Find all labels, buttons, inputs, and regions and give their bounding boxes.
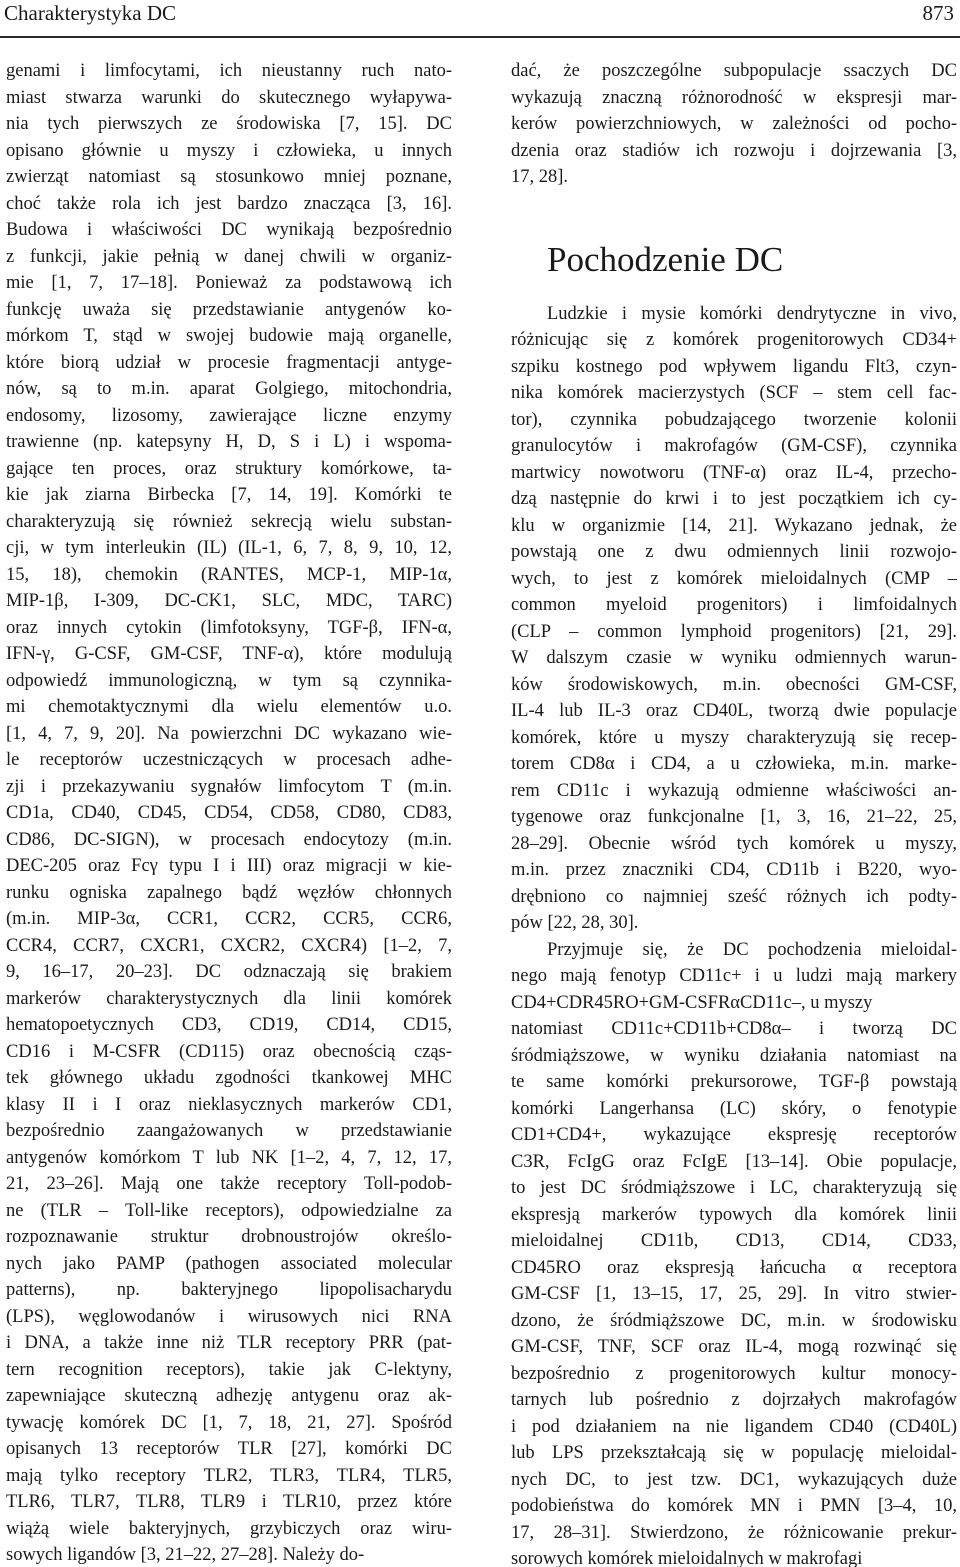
text-line: powstają one z dwu odmiennych linii rozwojo- [511,542,957,562]
text-line: bezpośrednio z progenitorowych kultur monocy- [511,1363,957,1384]
text-line: nych jako PAMP (pathogen associated molecular [6,1253,452,1274]
running-title: Charakterystyka DC [4,1,177,25]
text-line: dzenia oraz stadiów ich rozwoju i dojrzewania [3, [511,140,957,161]
text-line: markerów charakterystycznych dla linii komórek [6,988,452,1009]
text-line: i pod działaniem na nie ligandem CD40 (CD40L) [511,1416,957,1437]
text-line: DEC-205 oraz Fcγ typu I i III) oraz migracji w kie- [6,856,452,876]
text-line: sorowych komórek mieloidalnych w makrofagi [511,1549,863,1567]
text-line: Budowa i właściwości DC wynikają bezpośrednio [6,220,452,240]
text-line: wiążą wiele bakteryjnych, grzybiczych oraz wiru- [6,1518,452,1539]
right-column-body [511,301,957,1567]
text-line: mi chemotaktycznymi dla wielu elementów u.o. [6,697,452,717]
text-line: wykazują znaczną różnorodność w ekspresji mar- [511,87,957,108]
text-line: komórki Langerhansa (LC) skóry, o fenotypie [511,1098,957,1119]
text-line: komórek, które u myszy charakteryzują się recep- [511,727,957,748]
text-line: trawienne (np. katepsyny H, D, S i L) i wspoma- [6,432,452,452]
text-line: nych DC, to jest tzw. DC1, wykazujących duże [511,1469,957,1490]
header-rule [0,36,960,38]
text-line: mie [1, 7, 17–18]. Ponieważ za podstawową ich [6,273,452,293]
text-line: torem CD8α i CD4, a u człowieka, m.in. marke- [511,754,957,774]
text-line: (CLP – common lymphoid progenitors) [21, 29]. [511,621,957,642]
page-number: 873 [922,1,954,25]
text-line: 21, 23–26]. Mają one także receptory Toll-podob- [6,1174,452,1194]
text-line: antygenów komórkom T lub NK [1–2, 4, 7, 12, 17, [6,1147,452,1168]
text-line: CD86, DC-SIGN), w procesach endocytozy (m.in. [6,829,452,850]
text-line: (LPS), węglowodanów i wirusowych nici RNA [6,1306,452,1327]
text-line: lub LPS przekształcają się w populację mieloidal- [511,1443,957,1463]
text-line: CCR4, CCR7, CXCR1, CXCR2, CXCR4) [1–2, 7, [6,935,452,956]
text-line: odpowiedź immunologiczną, w tym są czynnika- [6,670,452,691]
text-line: runku ogniska zapalnego bądź węzłów chłonnych [6,882,452,903]
text-line: miast stwarza warunki do skutecznego wyłapywa- [6,87,452,108]
text-line: tek głównego układu zgodności tkankowej MHC [6,1068,452,1088]
text-line: klu w organizmie [14, 21]. Wykazano jednak, że [511,515,957,536]
text-line: zapewniające skuteczną adhezję antygenu oraz ak- [6,1386,452,1406]
text-line: mieloidalnej CD11b, CD13, CD14, CD33, [511,1231,957,1251]
text-line: ków środowiskowych, m.in. obecności GM-CSF, [511,674,957,695]
text-line: m.in. przez znaczniki CD4, CD11b i B220, wyo- [511,860,957,880]
text-line: CD1a, CD40, CD45, CD54, CD58, CD80, CD83, [6,803,452,823]
text-line: CD4+CDR45RO+GM-CSFRαCD11c–, u myszy [511,992,873,1013]
left-column [6,58,452,1567]
text-line: GM-CSF [1, 13–15, 17, 25, 29]. In vitro stwier- [511,1284,957,1304]
text-line: kerów powierzchniowych, w zależności od pocho- [511,114,957,134]
text-line: i DNA, a także inne niż TLR receptory PRR (pat- [6,1333,452,1353]
text-line: zji i przekazywaniu sygnałów limfocytom T (m.in. [6,776,452,797]
text-line: zwierząt natomiast są stosunkowo mniej poznane, [6,167,452,187]
text-line: IFN-γ, G-CSF, GM-CSF, TNF-α), które modulują [6,644,452,664]
text-line: MIP-1β, I-309, DC-CK1, SLC, MDC, TARC) [6,591,452,611]
text-line: podobieństwa do komórek MN i PMN [3–4, 10, [511,1496,957,1516]
text-line: 9, 16–17, 20–23]. DC odznaczają się brakiem [6,962,452,982]
text-line: różnicując się z komórek progenitorowych CD34+ [511,330,957,350]
text-line: common myeloid progenitors) i limfoidalnych [511,595,957,615]
text-line: 17, 28–31]. Stwierdzono, że różnicowanie prekur- [511,1522,957,1543]
text-line: Przyjmuje się, że DC pochodzenia mieloidal- [547,939,957,960]
text-line: drębniono co najmniej sześć różnych ich podty- [511,886,957,907]
text-line: genami i limfocytami, ich nieustanny ruch nato- [6,61,452,81]
text-line: z funkcji, jakie pełnią w danej chwili w organiz- [6,246,452,267]
text-line: funkcję uważa się przedstawianie antygenów ko- [6,299,452,320]
section-heading: Pochodzenie DC [547,239,784,279]
right-column [511,58,957,1567]
text-line: szpiku kostnego pod wpływem ligandu Flt3, czyn- [511,356,957,377]
text-line: tern recognition receptors), takie jak C-lektyny, [6,1359,452,1380]
text-line: które biorą udział w procesie fragmentacji antyge- [6,352,452,373]
text-line: Ludzkie i mysie komórki dendrytyczne in vivo, [547,303,957,324]
text-line: natomiast CD11c+CD11b+CD8α– i tworzą DC [511,1019,957,1039]
text-line: tygenowe oraz funkcjonalne [1, 3, 16, 21–22, 25, [511,807,957,827]
text-line: tarnych lub pośrednio z dojrzałych makrofagów [511,1390,957,1410]
text-line: 17, 28]. [511,167,569,187]
text-line: dzą następnie do krwi i to jest początkiem ich cy- [511,489,957,509]
text-line: TLR6, TLR7, TLR8, TLR9 i TLR10, przez które [6,1492,452,1512]
text-line: ne (TLR – Toll-like receptors), odpowiedzialne za [6,1200,452,1221]
text-line: nów, są to m.in. aparat Golgiego, mitochondria, [6,379,452,399]
text-line: mają tylko receptory TLR2, TLR3, TLR4, TLR5, [6,1465,452,1486]
text-line: 15, 18), chemokin (RANTES, MCP-1, MIP-1α, [6,564,452,585]
text-line: wych, to jest z komórek mieloidalnych (CMP – [511,568,957,589]
text-line: opisano głównie u myszy i człowieka, u innych [6,140,452,161]
text-line: nika komórek macierzystych (SCF – stem cell fac- [511,383,957,403]
right-column-intro [511,58,957,191]
text-line: gające ten proces, oraz struktury komórkowe, ta- [6,458,452,479]
text-line: choć także rola ich jest bardzo znacząca [3, 16]. [6,193,452,214]
text-line: opisanych 13 receptorów TLR [27], komórki DC [6,1439,452,1459]
text-line: hematopoetycznych CD3, CD19, CD14, CD15, [6,1015,452,1035]
text-line: tor), czynnika pobudzającego tworzenie kolonii [511,409,957,430]
text-line: 28–29]. Obecnie wśród tych komórek u myszy, [511,833,957,854]
text-line: ekspresją markerów typowych dla komórek linii [511,1204,957,1225]
text-line: CD45RO oraz ekspresją łańcucha α receptora [511,1257,957,1278]
text-line: (m.in. MIP-3α, CCR1, CCR2, CCR5, CCR6, [6,909,452,929]
text-line: le receptorów uczestniczących w procesach adhe- [6,750,452,770]
text-line: bezpośrednio zaangażowanych w przedstawianie [6,1121,452,1141]
text-line: GM-CSF, TNF, SCF oraz IL-4, mogą rozwinąć się [511,1337,957,1357]
text-line: pów [22, 28, 30]. [511,913,639,933]
text-line: [1, 4, 7, 9, 20]. Na powierzchni DC wykazano wie- [6,723,452,744]
text-line: dzono, że śródmiąższowe DC, m.in. w środowisku [511,1310,957,1331]
text-line: mórkom T, stąd w swojej budowie mają organelle, [6,326,452,346]
text-line: martwicy nowotworu (TNF-α) oraz IL-4, przecho- [511,462,957,483]
text-line: cji, w tym interleukin (IL) (IL-1, 6, 7, 8, 9, 10, 12, [6,538,452,558]
text-line: IL-4 lub IL-3 oraz CD40L, tworzą dwie populacje [511,701,957,721]
text-line: sowych ligandów [3, 21–22, 27–28]. Należy do- [6,1545,365,1565]
text-line: W dalszym czasie w wyniku odmiennych warun- [511,648,957,668]
text-line: te same komórki prekursorowe, TGF-β powstają [511,1072,957,1092]
text-line: rozpoznawanie struktur drobnoustrojów określo- [6,1227,452,1247]
text-line: nego mają fenotyp CD11c+ i u ludzi mają markery [511,966,957,986]
text-line: to jest DC śródmiąższowe i LC, charakteryzują się [511,1178,957,1198]
page-header [0,0,960,30]
text-line: dać, że poszczególne subpopulacje ssaczych DC [511,61,957,81]
text-line: rem CD11c i wykazują odmienne właściwości an- [511,780,957,801]
text-line: kie jak ziarna Birbecka [7, 14, 19]. Komórki te [6,485,452,505]
text-line: CD1+CD4+, wykazujące ekspresję receptorów [511,1125,957,1145]
text-line: endosomy, lizosomy, zawierające liczne enzymy [6,405,452,426]
text-line: śródmiąższowe, w wyniku działania natomiast na [511,1045,957,1066]
text-line: granulocytów i makrofagów (GM-CSF), czynnika [511,436,957,456]
text-line: oraz innych cytokin (limfotoksyny, TGF-β, IFN-α, [6,617,452,638]
text-line: C3R, FcIgG oraz FcIgE [13–14]. Obie populacje, [511,1151,957,1172]
text-line: tywację komórek DC [1, 7, 18, 21, 27]. Spośród [6,1412,452,1433]
text-line: klasy II i I oraz nieklasycznych markerów CD1, [6,1094,452,1115]
text-line: nia tych pierwszych ze środowiska [7, 15]. DC [6,114,452,134]
text-line: patterns), np. bakteryjnego lipopolisacharydu [6,1280,452,1300]
text-line: CD16 i M-CSFR (CD115) oraz obecnością cząs- [6,1041,452,1062]
text-line: charakteryzują się również sekrecją wielu substan- [6,511,452,532]
